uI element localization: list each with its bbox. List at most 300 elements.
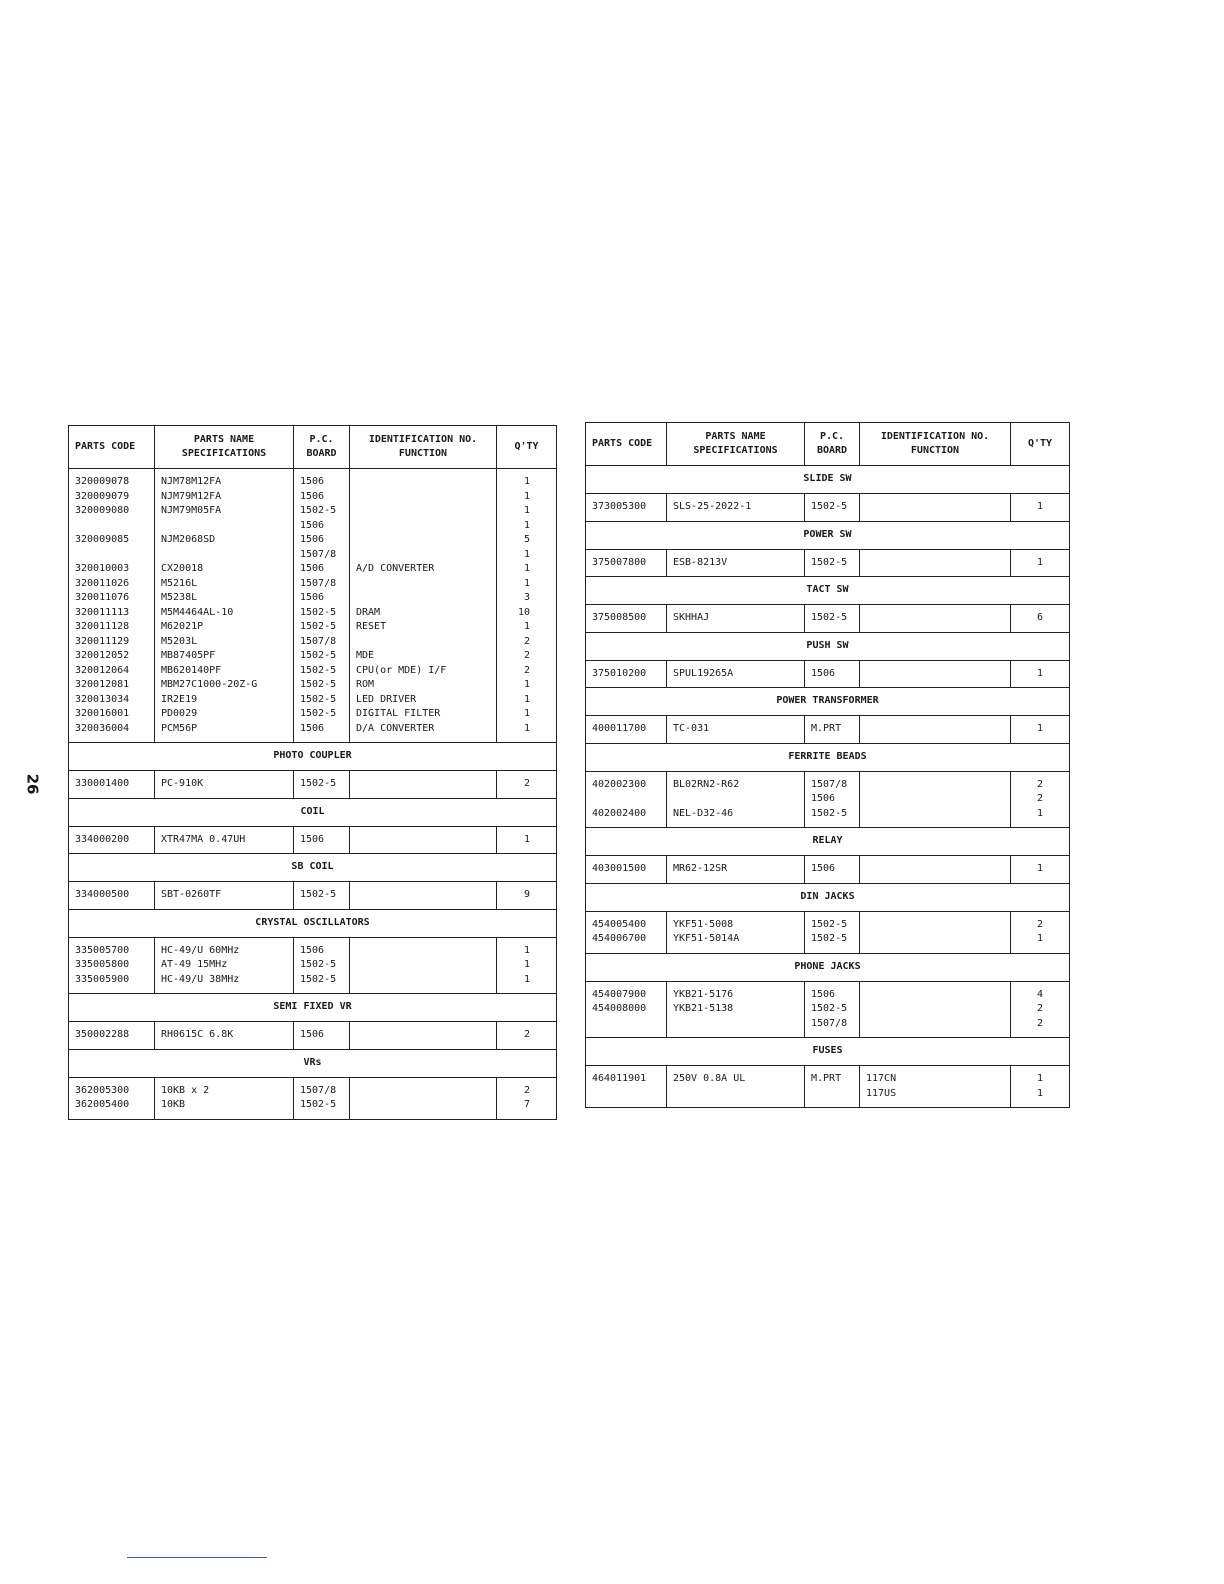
cell-line: 1502-5 — [811, 612, 848, 623]
cell-line: 2 — [1036, 1003, 1043, 1014]
cell-line: 320009080 — [75, 505, 130, 516]
header-parts-code: PARTS CODE — [69, 426, 155, 469]
table-row — [69, 771, 557, 799]
cell-qty — [1011, 549, 1070, 577]
header-qty: Q'TY — [1011, 423, 1070, 466]
cell-line — [811, 1087, 853, 1102]
cell-qty — [497, 1022, 557, 1050]
cell-line: NEL-D32-46 — [673, 807, 734, 819]
cell-line — [356, 973, 490, 988]
cell-pc-board — [294, 1022, 350, 1050]
header-pc-board: P.C. BOARD — [805, 423, 860, 466]
cell-line — [866, 556, 1004, 571]
cell-qty — [497, 882, 557, 910]
cell-line: 2 — [523, 664, 530, 676]
cell-line: 1506 — [811, 863, 836, 874]
cell-parts-code — [69, 771, 155, 799]
cell-line: 1502-5 — [811, 556, 848, 568]
section-heading-row — [69, 854, 557, 882]
cell-line: 10KB — [161, 1099, 186, 1110]
cell-line: 1506 — [300, 944, 325, 956]
cell-parts-code — [69, 1022, 155, 1050]
cell-line: SBT-0260TF — [161, 889, 222, 900]
cell-parts-name — [155, 826, 294, 854]
cell-line: 2 — [1036, 778, 1043, 790]
cell-line — [356, 548, 490, 563]
cell-line: 373005300 — [592, 501, 647, 512]
cell-line: 320011076 — [75, 592, 130, 603]
cell-line: 1 — [523, 693, 530, 705]
cell-line — [866, 1017, 1004, 1032]
table-row — [586, 605, 1070, 633]
cell-line — [866, 807, 1004, 822]
cell-line: 320011113 — [75, 606, 130, 618]
section-heading-row — [69, 1049, 557, 1077]
cell-line: 1502-5 — [811, 807, 848, 819]
cell-pc-board — [294, 771, 350, 799]
cell-line: 1507/8 — [811, 1017, 848, 1029]
cell-parts-name — [155, 937, 294, 994]
cell-parts-name — [667, 716, 805, 744]
cell-line: 1 — [1036, 807, 1043, 819]
cell-line: ESB-8213V — [673, 556, 728, 568]
cell-line: 400011700 — [592, 723, 647, 734]
cell-line: MB87405PF — [161, 650, 216, 661]
cell-line: 2 — [523, 650, 530, 661]
header-identification: IDENTIFICATION NO. FUNCTION — [860, 423, 1011, 466]
cell-line: 250V 0.8A UL — [673, 1073, 746, 1084]
cell-line: SLS-25-2022-1 — [673, 501, 752, 512]
cell-line: MBM27C1000-20Z-G — [161, 679, 258, 690]
header-qty: Q'TY — [497, 426, 557, 469]
cell-line: 1507/8 — [811, 778, 848, 790]
cell-qty — [1011, 981, 1070, 1038]
cell-pc-board — [294, 826, 350, 854]
cell-line: 320016001 — [75, 708, 130, 719]
cell-function — [350, 469, 497, 743]
cell-line: 1502-5 — [300, 679, 337, 690]
cell-line: 2 — [523, 778, 530, 789]
header-parts-code: PARTS CODE — [586, 423, 667, 466]
cell-line: 1 — [1036, 863, 1043, 874]
cell-line: 402002300 — [592, 778, 647, 790]
cell-line: 2 — [1036, 918, 1043, 930]
cell-line: BL02RN2-R62 — [673, 778, 740, 790]
table-row — [69, 469, 557, 743]
cell-line: RESET — [356, 621, 387, 632]
cell-line: TC-031 — [673, 723, 710, 734]
cell-pc-board — [294, 882, 350, 910]
cell-line: 320011026 — [75, 577, 130, 589]
cell-parts-name — [667, 981, 805, 1038]
cell-function — [350, 771, 497, 799]
cell-function — [860, 911, 1011, 953]
cell-pc-board — [805, 716, 860, 744]
cell-line: 1507/8 — [300, 548, 337, 560]
section-title: SLIDE SW — [586, 466, 1070, 494]
section-heading-row — [586, 577, 1070, 605]
cell-pc-board — [805, 605, 860, 633]
cell-line: 1 — [1036, 1073, 1043, 1084]
cell-line: 2 — [1036, 1017, 1043, 1029]
cell-pc-board — [805, 856, 860, 884]
cell-line: 320009079 — [75, 490, 130, 502]
cell-parts-name — [155, 882, 294, 910]
cell-line: 403001500 — [592, 863, 647, 874]
cell-parts-name — [155, 469, 294, 743]
cell-line: 1506 — [300, 1029, 325, 1040]
cell-parts-code — [586, 981, 667, 1038]
cell-line: CX20018 — [161, 563, 204, 574]
cell-qty — [497, 771, 557, 799]
cell-line — [356, 577, 490, 592]
cell-pc-board — [805, 549, 860, 577]
cell-line: 4 — [1036, 988, 1043, 1000]
cell-parts-name — [155, 1077, 294, 1119]
cell-function — [350, 1077, 497, 1119]
cell-line: 402002400 — [592, 807, 647, 819]
header-parts-name: PARTS NAME SPECIFICATIONS — [667, 423, 805, 466]
cell-line — [356, 475, 490, 490]
section-heading-row — [586, 883, 1070, 911]
cell-parts-name — [667, 494, 805, 522]
cell-line: 320036004 — [75, 722, 130, 734]
section-heading-row — [586, 743, 1070, 771]
cell-line: 117CN — [866, 1073, 897, 1084]
cell-line: M62021P — [161, 621, 204, 632]
cell-line: 454008000 — [592, 1003, 647, 1014]
cell-line — [356, 533, 490, 548]
section-heading-row — [69, 994, 557, 1022]
cell-line: 1502-5 — [300, 650, 337, 661]
section-title: DIN JACKS — [586, 883, 1070, 911]
cell-line: 1502-5 — [300, 606, 337, 618]
cell-line: 10KB x 2 — [161, 1084, 210, 1096]
cell-line — [866, 918, 1004, 933]
cell-line: 1506 — [811, 793, 836, 804]
cell-line: 3 — [523, 592, 530, 603]
table-row — [586, 716, 1070, 744]
cell-line — [356, 944, 490, 959]
cell-line: SPUL19265A — [673, 667, 734, 679]
cell-line: HC-49/U 38MHz — [161, 973, 240, 985]
cell-line: 330001400 — [75, 778, 130, 789]
cell-line: PCM56P — [161, 722, 198, 734]
section-heading-row — [586, 828, 1070, 856]
cell-line: DIGITAL FILTER — [356, 708, 441, 719]
cell-line: 334000500 — [75, 889, 130, 900]
cell-line: SKHHAJ — [673, 612, 710, 623]
header-pc-board: P.C. BOARD — [294, 426, 350, 469]
cell-function — [860, 660, 1011, 688]
cell-function — [350, 937, 497, 994]
cell-line: 320012064 — [75, 664, 130, 676]
cell-line — [356, 635, 490, 650]
section-title: VRs — [69, 1049, 557, 1077]
cell-line: 1502-5 — [811, 933, 848, 944]
cell-line: 1502-5 — [811, 1003, 848, 1014]
cell-parts-code — [69, 826, 155, 854]
cell-line: A/D CONVERTER — [356, 563, 435, 574]
table-row — [586, 856, 1070, 884]
cell-parts-code — [586, 771, 667, 828]
section-heading-row — [586, 1038, 1070, 1066]
cell-qty — [1011, 771, 1070, 828]
cell-line — [75, 519, 148, 534]
section-title: FERRITE BEADS — [586, 743, 1070, 771]
cell-qty — [1011, 660, 1070, 688]
cell-function — [860, 981, 1011, 1038]
cell-line: YKF51-5008 — [673, 918, 734, 930]
table-row — [586, 981, 1070, 1038]
table-row — [586, 660, 1070, 688]
cell-line: 1 — [523, 490, 530, 502]
cell-parts-name — [667, 771, 805, 828]
cell-line: 1507/8 — [300, 577, 337, 589]
cell-line: 1502-5 — [300, 959, 337, 970]
cell-parts-code — [586, 716, 667, 744]
section-title: CRYSTAL OSCILLATORS — [69, 909, 557, 937]
cell-parts-code — [586, 856, 667, 884]
cell-line: NJM2068SD — [161, 534, 216, 545]
cell-parts-name — [667, 660, 805, 688]
table-row — [586, 771, 1070, 828]
cell-line: 375010200 — [592, 667, 647, 679]
cell-line: 320010003 — [75, 563, 130, 574]
cell-line: LED DRIVER — [356, 693, 417, 705]
cell-line: 10 — [517, 606, 530, 618]
cell-parts-code — [69, 882, 155, 910]
cell-line: 1506 — [300, 722, 325, 734]
cell-function — [860, 1066, 1011, 1108]
cell-line: 320009078 — [75, 476, 130, 487]
cell-line: CPU(or MDE) I/F — [356, 664, 447, 676]
section-heading-row — [69, 798, 557, 826]
cell-line: 9 — [523, 889, 530, 900]
page-number: 26 — [23, 773, 42, 795]
cell-line — [356, 1084, 490, 1099]
cell-line — [356, 490, 490, 505]
cell-line: 1 — [523, 679, 530, 690]
cell-line: 1 — [1036, 501, 1043, 512]
cell-line — [866, 778, 1004, 793]
cell-line: 335005700 — [75, 944, 130, 956]
cell-qty — [497, 469, 557, 743]
section-title: SB COIL — [69, 854, 557, 882]
cell-line: 320011128 — [75, 621, 130, 632]
cell-line: DRAM — [356, 606, 381, 618]
cell-line: 320012081 — [75, 679, 130, 690]
cell-function — [860, 771, 1011, 828]
cell-line: 1 — [523, 959, 530, 970]
cell-line: 320013034 — [75, 693, 130, 705]
cell-line: RH0615C 6.8K — [161, 1029, 234, 1040]
cell-parts-code — [586, 549, 667, 577]
table-row — [69, 937, 557, 994]
cell-line: 1 — [523, 577, 530, 589]
parts-table-left — [68, 425, 557, 1120]
cell-line: 7 — [523, 1099, 530, 1110]
cell-line: 1 — [1036, 723, 1043, 734]
section-title: COIL — [69, 798, 557, 826]
cell-function — [860, 549, 1011, 577]
cell-line — [356, 504, 490, 519]
cell-qty — [497, 826, 557, 854]
cell-line: YKB21-5176 — [673, 988, 734, 1000]
cell-line: 335005900 — [75, 973, 130, 985]
section-title: PHONE JACKS — [586, 953, 1070, 981]
cell-line: M5M4464AL-10 — [161, 606, 234, 618]
table-row — [586, 1066, 1070, 1108]
table-header — [69, 426, 557, 469]
cell-line — [356, 591, 490, 606]
cell-line: 1 — [523, 563, 530, 574]
cell-line: 1502-5 — [300, 973, 337, 985]
cell-line — [592, 792, 660, 807]
cell-function — [350, 1022, 497, 1050]
cell-line: PC-910K — [161, 778, 204, 789]
cell-qty — [1011, 911, 1070, 953]
table-row — [69, 826, 557, 854]
cell-qty — [1011, 856, 1070, 884]
cell-line: 1502-5 — [300, 1099, 337, 1110]
cell-parts-name — [667, 605, 805, 633]
cell-line — [356, 888, 490, 903]
cell-line — [866, 667, 1004, 682]
cell-line: XTR47MA 0.47UH — [161, 833, 246, 845]
section-heading-row — [586, 632, 1070, 660]
section-heading-row — [586, 688, 1070, 716]
cell-line: 454006700 — [592, 933, 647, 944]
cell-qty — [1011, 494, 1070, 522]
cell-pc-board — [805, 911, 860, 953]
cell-line: 1507/8 — [300, 635, 337, 647]
cell-line — [866, 1002, 1004, 1017]
cell-qty — [1011, 605, 1070, 633]
cell-function — [860, 494, 1011, 522]
cell-qty — [1011, 716, 1070, 744]
cell-line: PD0029 — [161, 708, 198, 719]
cell-line: 2 — [523, 1084, 530, 1096]
cell-line: 1 — [523, 722, 530, 734]
cell-line: 117US — [866, 1087, 897, 1099]
cell-line: MR62-12SR — [673, 863, 728, 874]
section-heading-row — [586, 466, 1070, 494]
cell-line: YKB21-5138 — [673, 1003, 734, 1014]
cell-line: 375007800 — [592, 556, 647, 568]
cell-function — [860, 716, 1011, 744]
cell-function — [350, 826, 497, 854]
cell-line — [356, 1098, 490, 1113]
cell-line: M5238L — [161, 592, 198, 603]
table-row — [586, 494, 1070, 522]
cell-line: 1 — [523, 708, 530, 719]
cell-line: 464011901 — [592, 1073, 647, 1084]
cell-line: NJM79M12FA — [161, 490, 222, 502]
cell-line: 1 — [523, 519, 530, 531]
cell-qty — [1011, 1066, 1070, 1108]
cell-line — [866, 722, 1004, 737]
cell-line: 1502-5 — [300, 889, 337, 900]
cell-line — [75, 548, 148, 563]
cell-line: 1502-5 — [300, 778, 337, 789]
cell-line: 454005400 — [592, 918, 647, 930]
section-title: SEMI FIXED VR — [69, 994, 557, 1022]
cell-line: 362005400 — [75, 1099, 130, 1110]
cell-pc-board — [805, 981, 860, 1038]
section-title: POWER TRANSFORMER — [586, 688, 1070, 716]
section-title: RELAY — [586, 828, 1070, 856]
header-parts-name: PARTS NAME SPECIFICATIONS — [155, 426, 294, 469]
cell-line — [356, 519, 490, 534]
table-row — [586, 911, 1070, 953]
cell-parts-code — [69, 469, 155, 743]
cell-line: 1 — [1036, 933, 1043, 944]
cell-line: M5216L — [161, 577, 198, 589]
cell-line: M.PRT — [811, 1073, 842, 1084]
cell-line: NJM79M05FA — [161, 505, 222, 516]
cell-line: 1506 — [811, 988, 836, 1000]
cell-line: 1506 — [300, 490, 325, 502]
cell-line: 1502-5 — [300, 708, 337, 719]
cell-parts-name — [667, 856, 805, 884]
table-header — [586, 423, 1070, 466]
cell-line — [866, 611, 1004, 626]
cell-line: 335005800 — [75, 959, 130, 970]
cell-line: 334000200 — [75, 833, 130, 845]
table-row — [69, 1077, 557, 1119]
cell-parts-code — [586, 605, 667, 633]
footer-rule — [127, 1557, 267, 1558]
cell-line: 350002288 — [75, 1029, 130, 1040]
cell-line — [866, 500, 1004, 515]
cell-line: 320012052 — [75, 650, 130, 661]
cell-line — [866, 862, 1004, 877]
table-row — [586, 549, 1070, 577]
cell-line: 1 — [523, 548, 530, 560]
cell-line: 1506 — [300, 592, 325, 603]
section-title: PHOTO COUPLER — [69, 743, 557, 771]
cell-line — [866, 988, 1004, 1003]
cell-pc-board — [805, 771, 860, 828]
cell-line: AT-49 15MHz — [161, 959, 228, 970]
cell-parts-code — [69, 1077, 155, 1119]
cell-line: 1 — [1036, 667, 1043, 679]
cell-line: IR2E19 — [161, 693, 198, 705]
cell-line — [866, 932, 1004, 947]
cell-line: 1506 — [300, 476, 325, 487]
header-identification: IDENTIFICATION NO. FUNCTION — [350, 426, 497, 469]
cell-line: 1506 — [300, 833, 325, 845]
cell-line: 1507/8 — [300, 1084, 337, 1096]
cell-line: M5203L — [161, 635, 198, 647]
cell-line: 1 — [1036, 556, 1043, 568]
cell-pc-board — [294, 469, 350, 743]
cell-line: 2 — [523, 635, 530, 647]
cell-line — [356, 833, 490, 848]
cell-parts-name — [155, 771, 294, 799]
cell-pc-board — [805, 494, 860, 522]
cell-function — [860, 856, 1011, 884]
cell-qty — [497, 1077, 557, 1119]
cell-line — [592, 1087, 660, 1102]
cell-qty — [497, 937, 557, 994]
cell-line: HC-49/U 60MHz — [161, 944, 240, 956]
cell-line: MB620140PF — [161, 664, 222, 676]
cell-pc-board — [294, 937, 350, 994]
cell-line: 1502-5 — [300, 693, 337, 705]
cell-pc-board — [805, 1066, 860, 1108]
